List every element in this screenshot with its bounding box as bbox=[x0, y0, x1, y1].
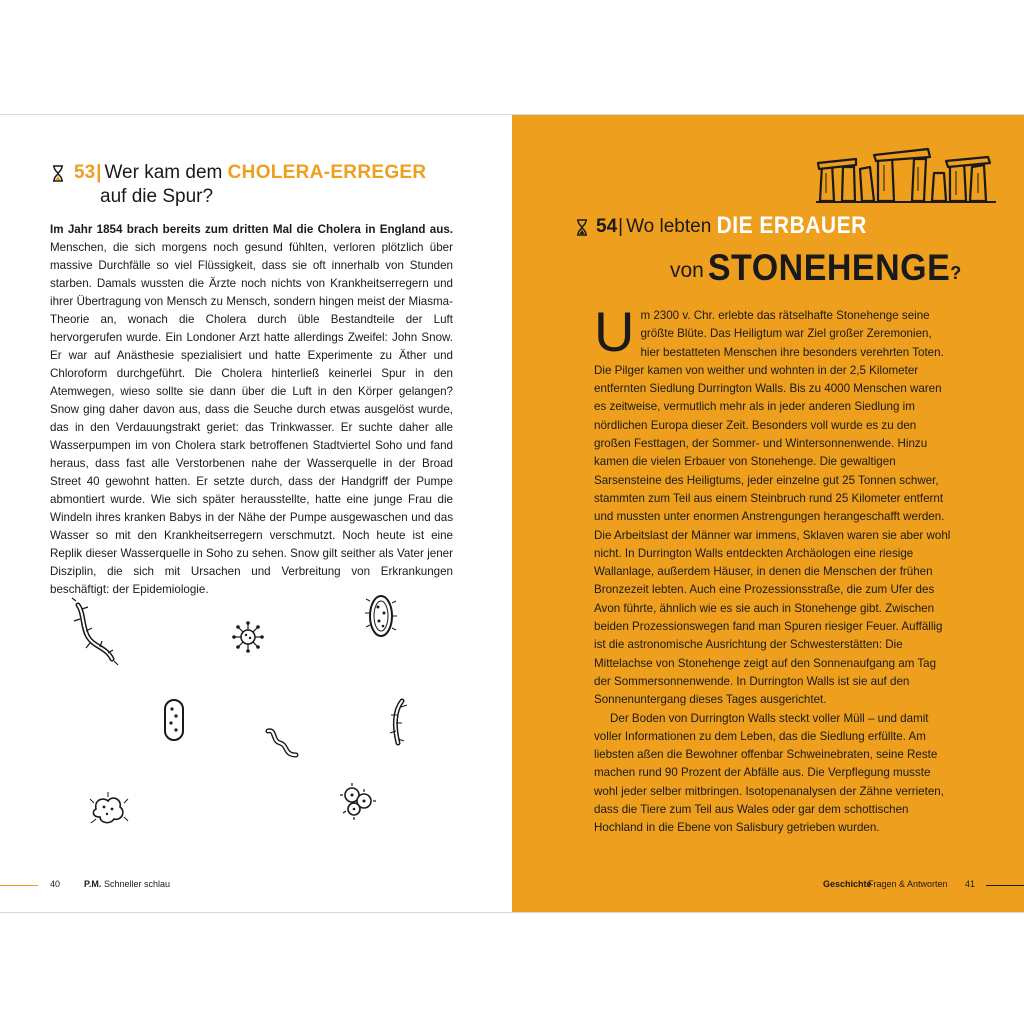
bacteria-icon bbox=[364, 591, 398, 641]
brand-label: P.M. bbox=[84, 879, 102, 889]
footer-left bbox=[0, 877, 512, 897]
series-label: Schneller schlau bbox=[104, 879, 171, 889]
stonehenge-illustration bbox=[816, 143, 996, 205]
left-page bbox=[0, 115, 512, 912]
question-number: 54 bbox=[596, 216, 618, 237]
title-prefix: Wo lebten bbox=[626, 216, 717, 237]
virus-icon bbox=[338, 781, 378, 821]
paragraph-2: Der Boden von Durrington Walls steckt voller Müll – und damit voller Informationen zu dem Leben, das die Siedlung erfüllte. Am liebsten aßen die Bewohner offenbar Schweinebraten, seine Reste machen rund 90 Prozent der Abfälle aus. Die Verpflegung musste wohl jeder selber mitbringen. Isotopenanalysen der Zähne verrieten, dass die Tiere zum Teil aus Wales oder gar dem schottischen Hochland in die Ebene von Salisbury getrieben wurden. bbox=[594, 711, 944, 835]
bacteria-icon bbox=[262, 725, 302, 761]
right-page bbox=[512, 115, 1024, 912]
title-prefix: Wer kam dem bbox=[104, 162, 228, 183]
bacteria-icon bbox=[68, 597, 124, 669]
title-stonehenge: STONEHENGE bbox=[707, 247, 951, 289]
title-von: von bbox=[670, 259, 704, 282]
title-highlight: CHOLERA-ERREGER bbox=[227, 162, 427, 183]
title-question-mark: ? bbox=[950, 263, 962, 283]
title-highlight: DIE ERBAUER bbox=[716, 212, 867, 239]
question-title: 53| Wer kam dem CHOLERA-ERREGER bbox=[74, 162, 427, 183]
bacteria-icon bbox=[386, 697, 412, 747]
lead-text: Im Jahr 1854 brach bereits zum dritten Mal die Cholera in England aus. bbox=[50, 223, 453, 236]
article-body-right bbox=[594, 300, 951, 838]
page-number: 40 bbox=[50, 879, 61, 889]
title-line-2: auf die Spur? bbox=[100, 186, 214, 207]
virus-icon bbox=[86, 789, 130, 829]
virus-icon bbox=[230, 619, 266, 655]
question-54-heading bbox=[572, 211, 972, 291]
book-spread bbox=[0, 114, 1024, 913]
category-label: Geschichte bbox=[823, 879, 872, 889]
page-number: 41 bbox=[965, 879, 976, 889]
subtitle-label: Fragen & Antworten bbox=[868, 879, 948, 889]
germ-illustrations bbox=[0, 585, 512, 845]
drop-cap: U bbox=[594, 300, 635, 363]
body-text: Menschen, die sich morgens noch gesund fühlten, verloren plötzlich über massive Durchfälle so viel Flüssigkeit, dass sie oft innerhalb von Stunden starben. Damals wussten die Ärzte noch nichts von Krankheitserregern und ihrer Übertragung von Mensch zu Mensch, sondern hingen meist der Miasma-Theorie an, wonach die Cholera durch üble Bestandteile der Luft hervorgerufen wurde. Ein Londoner Arzt hatte allerdings Zweifel: John Snow. Er war auf Anästhesie spezialisiert und hatte Experimente zu Äther und Chloroform durchgeführt. Die Cholera hinterließ keinerlei Spur in den Atemwegen, wieso sollte sie dann über die Luft in den Körper gelangen? Snow ging daher davon aus, dass die Seuche durch etwas ausgelöst wurde, das in den Verdauungstrakt geriet: das Trinkwasser. Er suchte daher alle Wasserpumpen im von Cholera stark betroffenen Stadtviertel Soho und fand heraus, dass fast alle Verstorbenen nahe der Wasserquelle in der Broad Street 40 gewohnt hatten. Er setzte durch, dass der Handgriff der Pumpe abmontiert wurde. Wie sich später herausstellte, hatte eine junge Frau die Windeln ihres kranken Babys in der Nähe der Pumpe ausgewaschen und das Wasser so mit den Krankheitserregern verschmutzt. Noch heute ist eine Replik dieser Wasserquelle in Soho zu sehen. Snow gilt seither als Vater jener Disziplin, die sich mit Ursachen und Verbreitung von Erkrankungen beschäftigt: der Epidemiologie. bbox=[50, 241, 453, 596]
article-body-left bbox=[50, 221, 453, 599]
footer-rule bbox=[0, 885, 38, 886]
paragraph-1: m 2300 v. Chr. erlebte das rätselhafte Stonehenge seine größte Blüte. Das Heiligtum war Ziel großer Zeremonien, hier bestatteten Menschen ihre besonders verehrten Toten. Die Pilger kamen von weither und wohnten in der 2,5 Kilometer entfernten Siedlung Durrington Walls. Bis zu 4000 Menschen waren es zeitweise, vermutlich mehr als in jeder anderen Siedlung im nördlichen Europa dieser Zeit. Besonders voll wurde es zu den großen Festtagen, der Sommer- und Wintersonnenwende. Hinzu kamen die vielen Erbauer von Stonehenge. Die gewaltigen Sarsensteine des Heiligtums, jeder einzelne gut 25 Tonnen schwer, stammten zum Teil aus einem Steinbruch rund 25 Kilometer entfernt und mussten unter enormen Anstrengungen herangeschafft werden. Die Arbeitslast der Männer war immens, Sklaven waren sie aber wohl nicht. In Durrington Walls entdeckten Archäologen eine riesige Wallanlage, außerdem Häuser, in denen die Menschen der frühen Bronzezeit lebten. Auch eine Prozessionsstraße, die zum Ufer des Avon führte, ähnlich wie es sie auch in Stonehenge gibt. Zwischen beiden Prozessionswegen fand man Spuren riesiger Feuer. Auffällig ist die astronomische Ausrichtung der Schwesterstätten: Die Mittelachse von Stonehenge zeigt auf den Sonnenaufgang am Tag der Sommersonnenwende. In Durrington Walls ist sie auf den Sonnenuntergang dieses Tages ausgerichtet. bbox=[594, 309, 951, 707]
footer-rule bbox=[986, 885, 1024, 886]
hourglass-icon bbox=[52, 165, 64, 187]
question-number: 53 bbox=[74, 162, 96, 183]
hourglass-icon bbox=[576, 219, 588, 241]
title-line-2 bbox=[670, 249, 961, 288]
bacteria-icon bbox=[160, 697, 188, 743]
footer-right bbox=[512, 877, 1024, 897]
question-title: 54| Wo lebten DIE ERBAUER bbox=[596, 211, 867, 242]
